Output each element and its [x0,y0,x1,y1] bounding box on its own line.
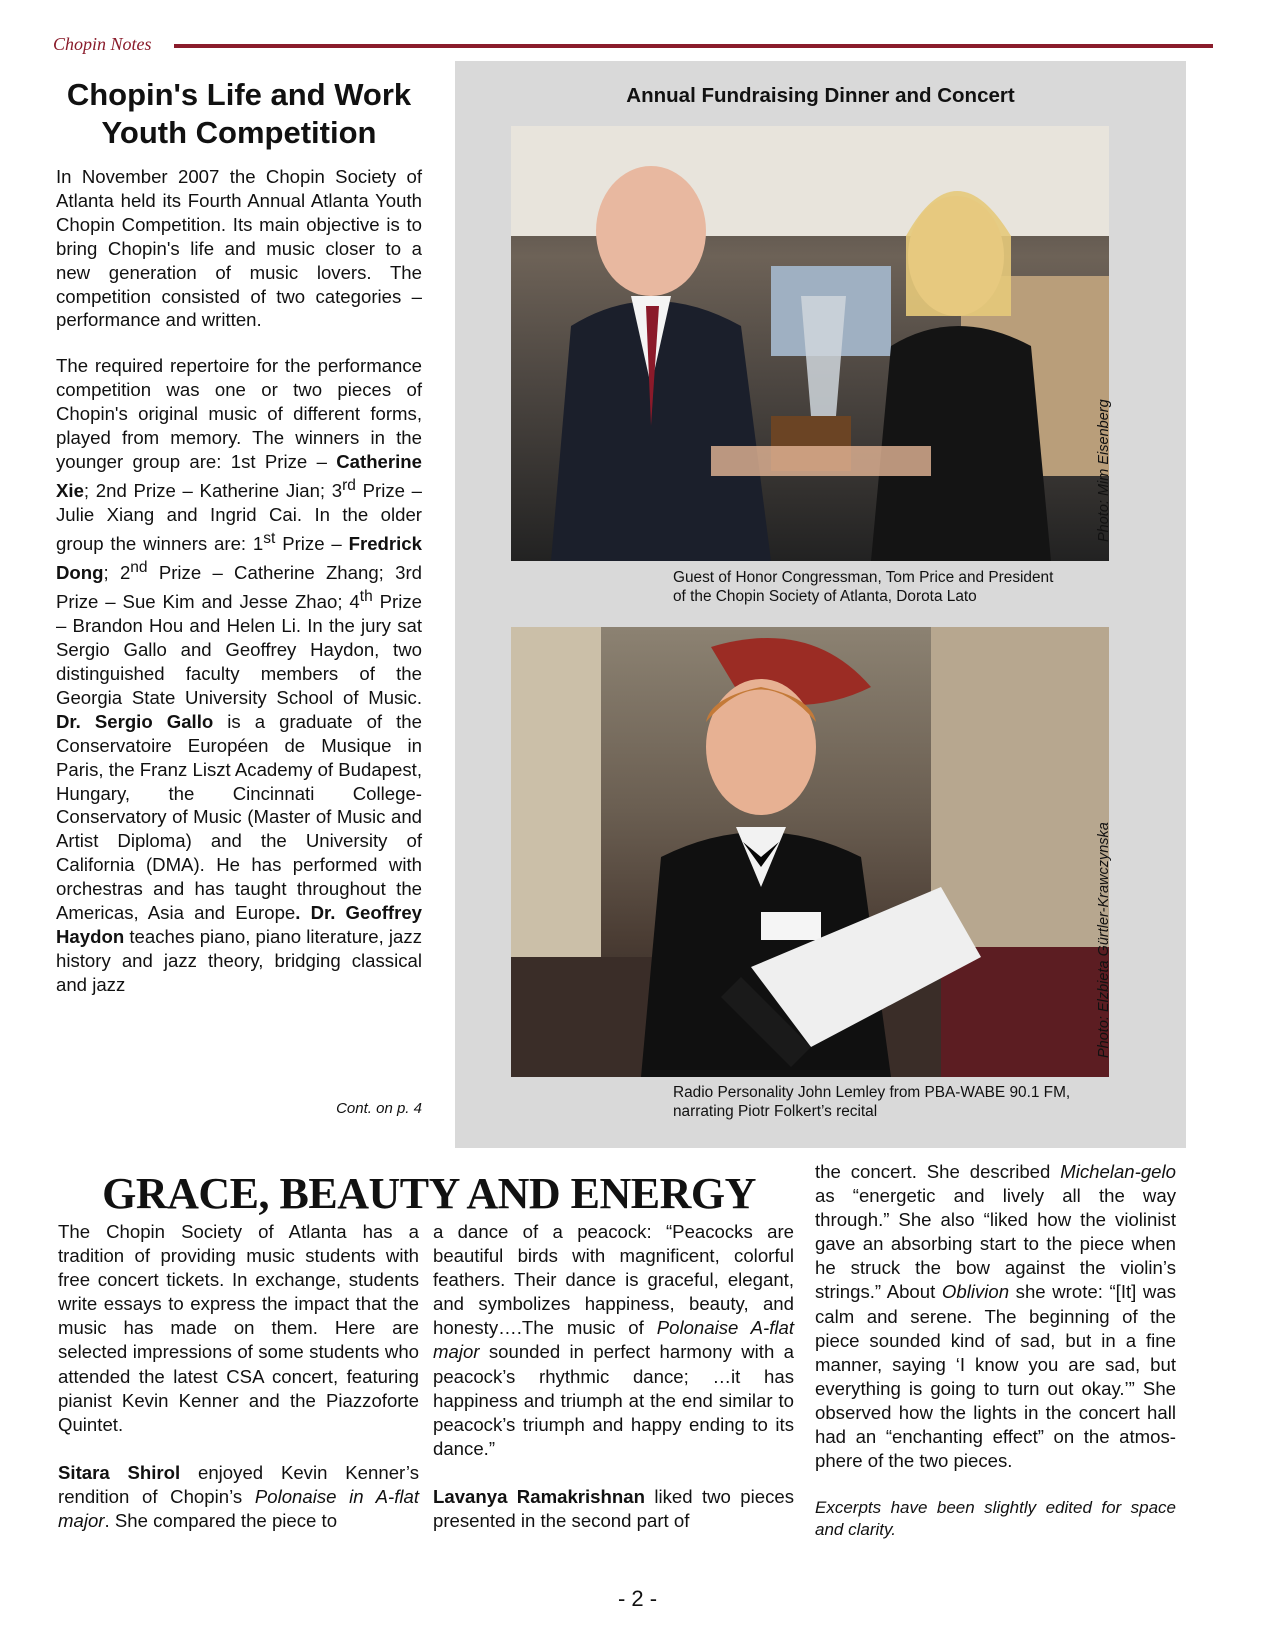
competition-article [56,76,422,997]
grace-article-headline: GRACE, BEAUTY AND ENERGY [102,1169,756,1218]
photo1-credit: Photo: Mim Eisenberg [1096,399,1112,542]
grace-paragraph-5: the concert. She described Michelan-gelo as “energetic and lively all the way through.” She also “liked how the violinist gave an absorbing start to the piece when he struck the bow against the violin’s strings.” About Oblivion she wrote: “[It] was calm and serene. The beginning of the piece sounded kind of sad, but in a fine manner, saying ‘I know you are sad, but everything is going to turn out okay.’” She observed how the lights in the concert hall had an “enchanting effect” on the atmos-phere of the two pieces. [815,1161,1176,1472]
grace-column-3 [815,1160,1176,1541]
photo-award-presentation [511,126,1109,561]
grace-column-1 [58,1220,419,1533]
continued-note: Cont. on p. 4 [336,1100,422,1117]
photo2-caption: Radio Personality John Lemley from PBA-WABE 90.1 FM, narrating Piotr Folkert’s recital [673,1084,1071,1120]
headline-line-2: Youth Competition [101,115,377,150]
photo-narrator-illustration [511,627,1109,1077]
grace-paragraph-4: Lavanya Ramakrishnan liked two pieces presented in the second part of [433,1485,795,1532]
editorial-note: Excerpts have been slightly edited for space and clarity. [815,1498,1176,1540]
photo-award-illustration [511,126,1109,561]
grace-paragraph-3: a dance of a peacock: “Peacocks are beautiful birds with magnificent, colorful feathers. Their dance is graceful, elegant, and symbolizes happiness, beauty, and honesty….The music of Polonaise A-flat major sounded in perfect harmony with a peacock’s rhythmic dance; …it has happiness and triumph at the end similar to peacock’s triumph and happy ending to its dance.” [433,1221,794,1459]
header-rule [174,44,1213,48]
headline-line-1: Chopin's Life and Work [66,77,412,112]
running-header [53,32,1213,58]
competition-paragraph-2: The required repertoire for the performance competition was one or two pieces of Chopin's original music of different forms, played from memory. The winners in the younger group are: 1st Prize – Catherine Xie; 2nd Prize – Katherine Jian; 3rd Prize – Julie Xiang and Ingrid Cai. In the older group the winners are: 1st Prize – Fredrick Dong; 2nd Prize – Catherine Zhang; 3rd Prize – Sue Kim and Jesse Zhao; 4th Prize – Brandon Hou and Helen Li. In the jury sat Sergio Gallo and Geoffrey Haydon, two distinguished faculty members of the Georgia State University School of Music. Dr. Sergio Gallo is a graduate of the Conservatoire Européen de Musique in Paris, the Franz Liszt Academy of Budapest, Hungary, the Cincinnati College-Conservatory of Music (Master of Music and Artist Diploma) and the University of California (DMA). He has performed with orchestras and has taught throughout the Americas, Asia and Europe. Dr. Geoffrey Haydon teaches piano, piano literature, jazz history and jazz theory, bridging classical and jazz [56,355,422,995]
newsletter-title: Chopin Notes [53,34,152,54]
grace-paragraph-2: Sitara Shirol enjoyed Kevin Kenner’s rendition of Chopin’s Polonaise in A-flat major. She compared the piece to [58,1461,420,1532]
panel-title: Annual Fundraising Dinner and Concert [626,84,1015,107]
page-number: - 2 - [617,1586,658,1611]
photo-narrator [511,627,1109,1077]
competition-paragraph-1: In November 2007 the Chopin Society of Atlanta held its Fourth Annual Atlanta Youth Chopin Competition. Its main objective is to bring Chopin's life and music closer to a new generation of music lovers. The competition consisted of two categories – performance and written. [56,166,422,331]
competition-headline [56,76,422,152]
photo2-credit: Photo: Elzbieta Gürtler-Krawczynska [1096,822,1112,1058]
grace-column-2 [433,1220,794,1533]
photo1-caption: Guest of Honor Congressman, Tom Price and President of the Chopin Society of Atlanta, Dorota Lato [673,569,1054,605]
grace-paragraph-1: The Chopin Society of Atlanta has a tradition of providing music students with free concert tickets. In exchange, students write essays to express the impact that the music has made on them. Here are selected impressions of some students who attended the latest CSA concert, featuring pianist Kevin Kenner and the Piazzoforte Quintet. [58,1221,419,1435]
